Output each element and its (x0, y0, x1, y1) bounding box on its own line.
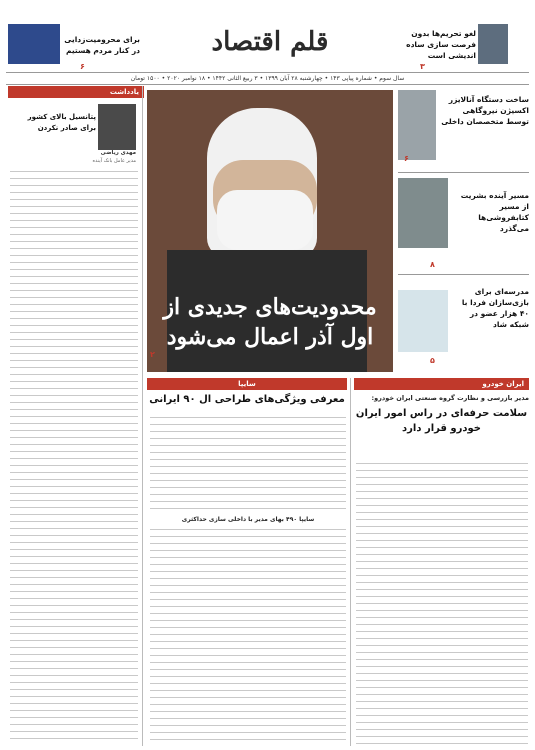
story-3-photo (398, 290, 448, 352)
top-right-teaser-text: لغو تحریم‌ها بدون فرصت سازی ساده اندیشی است (406, 29, 476, 60)
masthead-title: قلم اقتصاد (211, 27, 329, 57)
issue-info-bar: سال سوم • شماره پیاپی ۱۴۳ • چهارشنبه ۲۸ آبان ۱۳۹۹ • ۳ ربیع الثانی ۱۴۴۲ • ۱۸ نوامبر ۲۰۲۰ • ۱۵۰۰ تومان (6, 72, 529, 85)
main-headline-page: ۲ (150, 350, 155, 359)
teaser-image-left (8, 24, 60, 64)
column-divider (142, 86, 143, 746)
khodro-kicker: مدیر بازرسی و نظارت گروه صنعتی ایران خودرو: (371, 394, 529, 402)
story-3[interactable] (454, 286, 529, 330)
saipa-subhead: سایپا ۴۹۰ بهای مدیر با داخلی سازی حداکثری (181, 516, 315, 523)
saipa-header: سایپا (147, 378, 347, 390)
note-header: یادداشت (8, 86, 144, 98)
mask-shape (217, 190, 313, 250)
divider (398, 274, 529, 275)
note-title[interactable]: پتانسیل بالای کشور برای صادر نکردن (27, 113, 96, 132)
note-author: مهدی ریاضی (100, 150, 136, 156)
main-headline[interactable] (147, 292, 393, 352)
story-1-page: ۶ (404, 154, 409, 163)
top-right-teaser-page: ۳ (420, 62, 425, 71)
teaser-photo (478, 24, 508, 64)
saipa-body (150, 414, 346, 514)
saipa-title[interactable]: معرفی ویژگی‌های طراحی ال ۹۰ ایرانی (149, 394, 345, 405)
top-right-teaser[interactable] (392, 28, 476, 61)
story-1-text: ساخت دستگاه آنالایزر اکسیژن نیروگاهی توسط متخصصان داخلی (441, 95, 529, 126)
story-3-page: ۵ (430, 356, 435, 365)
story-1[interactable] (440, 94, 529, 127)
top-left-teaser[interactable] (62, 34, 140, 56)
story-3-text: مدرسه‌ای برای بازی‌سازان فردا با ۴۰ هزار عضو در شبکه شاد (461, 287, 529, 329)
story-2-text: مسیر آینده بشریت از مسیر کتابفروشی‌ها می‌گذرد (460, 191, 529, 233)
note-author-photo (98, 104, 136, 150)
khodro-body (356, 460, 528, 744)
right-column (398, 90, 529, 370)
story-2-photo (398, 178, 448, 248)
main-headline-line-2: اول آذر اعمال می‌شود (166, 324, 374, 350)
note-author-role: مدیر عامل بانک آینده (92, 158, 136, 164)
khodro-title[interactable]: سلامت حرفه‌ای در راس امور ایران خودرو قرار دارد (355, 408, 528, 434)
divider (398, 172, 529, 173)
top-left-teaser-page: ۶ (80, 62, 85, 71)
main-headline-line-1: محدودیت‌های جدیدی از (163, 294, 377, 320)
story-2-page: ۸ (430, 260, 435, 269)
column-divider (350, 378, 351, 746)
khodro-header: ایران خودرو (354, 378, 529, 390)
top-left-teaser-text: برای محرومیت‌زدایی در کنار مردم هستیم (64, 35, 140, 55)
note-body (10, 168, 138, 742)
story-2[interactable] (454, 190, 529, 234)
story-1-photo (398, 90, 436, 160)
saipa-body-2 (150, 526, 346, 744)
